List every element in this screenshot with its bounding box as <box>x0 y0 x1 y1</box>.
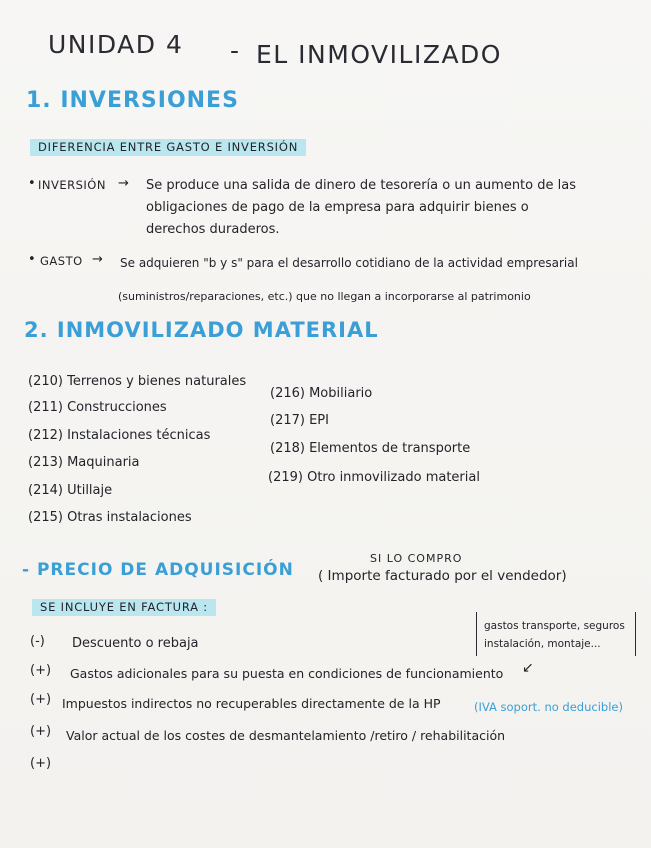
precio-heading: - PRECIO DE ADQUISICIÓN <box>22 560 294 580</box>
unit-number: UNIDAD 4 <box>48 30 184 59</box>
side-arrow-icon: ↙ <box>522 660 534 676</box>
item-sign: (+) <box>30 724 52 739</box>
item-text: Valor actual de los costes de desmantelamiento /retiro / rehabilitación <box>66 728 506 743</box>
arrow-icon: → <box>118 176 129 191</box>
account-212: (212) Instalaciones técnicas <box>28 428 211 443</box>
bullet-dot: • <box>28 176 36 191</box>
side-note-line-1: gastos transporte, seguros <box>484 620 625 632</box>
gasto-line-1: Se adquieren "b y s" para el desarrollo cotidiano de la actividad empresarial <box>120 256 578 270</box>
item-sign: (+) <box>30 692 52 707</box>
account-216: (216) Mobiliario <box>270 386 373 401</box>
account-215: (215) Otras instalaciones <box>28 510 192 525</box>
gasto-line-2: (suministros/reparaciones, etc.) que no llegan a incorporarse al patrimonio <box>118 290 531 303</box>
inversion-term: INVERSIÓN <box>38 178 106 192</box>
account-211: (211) Construcciones <box>28 400 167 415</box>
item-sign: (+) <box>30 663 52 678</box>
arrow-icon: → <box>92 252 103 267</box>
account-217: (217) EPI <box>270 413 329 428</box>
inversion-line-2: obligaciones de pago de la empresa para adquirir bienes o <box>146 200 529 215</box>
section1-highlight: DIFERENCIA ENTRE GASTO E INVERSIÓN <box>30 139 306 156</box>
precio-note-top: SI LO COMPRO <box>370 552 463 565</box>
section2-heading: 2. INMOVILIZADO MATERIAL <box>24 318 379 342</box>
side-note-line-2: instalación, montaje... <box>484 638 601 650</box>
title-dash: - <box>230 36 241 65</box>
item-text: Descuento o rebaja <box>72 636 199 651</box>
page-title: EL INMOVILIZADO <box>256 40 502 69</box>
account-210: (210) Terrenos y bienes naturales <box>28 374 247 389</box>
inversion-line-1: Se produce una salida de dinero de tesorería o un aumento de las <box>146 178 576 193</box>
item-text: Gastos adicionales para su puesta en condiciones de funcionamiento <box>70 666 504 681</box>
account-213: (213) Maquinaria <box>28 455 140 470</box>
item-sign: (-) <box>30 634 45 649</box>
item-sign: (+) <box>30 756 52 771</box>
account-219: (219) Otro inmovilizado material <box>268 470 480 485</box>
bullet-dot: • <box>28 252 36 267</box>
section1-heading: 1. INVERSIONES <box>26 88 239 113</box>
item-text: Impuestos indirectos no recuperables directamente de la HP <box>62 696 441 711</box>
item-extra-note: (IVA soport. no deducible) <box>474 700 623 714</box>
account-218: (218) Elementos de transporte <box>270 441 471 456</box>
account-214: (214) Utillaje <box>28 483 113 498</box>
inversion-line-3: derechos duraderos. <box>146 222 280 237</box>
precio-paren-text: ( Importe facturado por el vendedor) <box>318 568 567 584</box>
precio-highlight: SE INCLUYE EN FACTURA : <box>32 599 216 616</box>
gasto-term: GASTO <box>40 254 83 268</box>
